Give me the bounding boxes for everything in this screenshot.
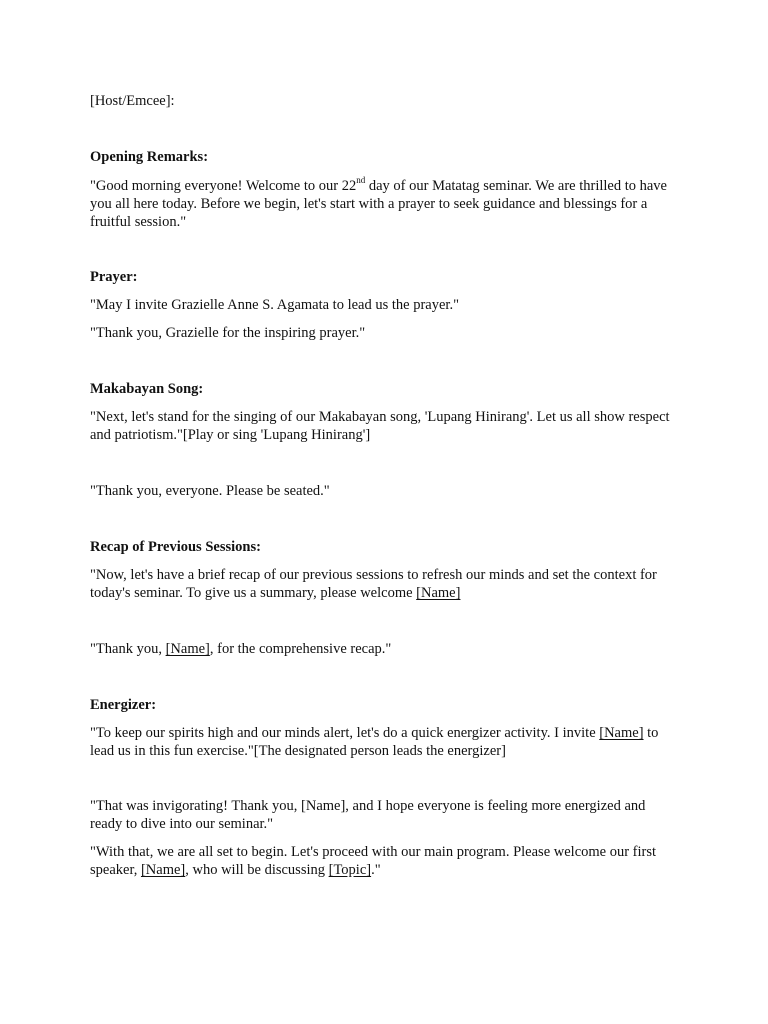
name-placeholder: [Name] bbox=[416, 585, 461, 601]
main-program-text-mid: , who will be discussing bbox=[185, 862, 329, 878]
recap-paragraph bbox=[90, 566, 680, 602]
ordinal-superscript: nd bbox=[356, 175, 366, 186]
opening-remarks-paragraph bbox=[90, 177, 680, 231]
opening-remarks-heading: Opening Remarks: bbox=[90, 149, 209, 165]
recap-text: "Now, let's have a brief recap of our previous sessions to refresh our minds and set the context for today's seminar. To give us a summary, please welcome bbox=[90, 567, 657, 601]
makabayan-song-paragraph: "Next, let's stand for the singing of our Makabayan song, 'Lupang Hinirang'. Let us all show respect and patriotism."[Play or sing 'Lupang Hinirang'] bbox=[90, 409, 670, 443]
name-placeholder: [Name] bbox=[599, 725, 644, 741]
opening-text-end: day of our Matatag seminar. We are thrilled to have you all here today. Before we begin, let's start with a prayer to seek guidance and blessings for a fruitful session." bbox=[90, 178, 667, 230]
main-program-text-start: "With that, we are all set to begin. Let's proceed with our main program. Please welcome our first speaker, bbox=[90, 844, 657, 878]
name-placeholder: [Name] bbox=[140, 862, 186, 878]
main-program-paragraph bbox=[90, 843, 680, 879]
energizer-paragraph bbox=[90, 724, 680, 760]
energizer-text-end: to lead us in this fun exercise."[The designated person leads the energizer] bbox=[90, 725, 659, 759]
prayer-heading: Prayer: bbox=[90, 269, 138, 285]
topic-placeholder: [Topic] bbox=[328, 862, 372, 878]
recap-thanks-start: "Thank you, bbox=[90, 641, 166, 657]
prayer-thanks-paragraph: "Thank you, Grazielle for the inspiring prayer." bbox=[90, 325, 366, 341]
name-placeholder: [Name] bbox=[165, 641, 210, 657]
host-label: [Host/Emcee]: bbox=[90, 93, 175, 109]
recap-heading: Recap of Previous Sessions: bbox=[90, 539, 261, 555]
prayer-invite-paragraph: "May I invite Grazielle Anne S. Agamata to lead us the prayer." bbox=[90, 297, 459, 313]
recap-thanks-end: , for the comprehensive recap." bbox=[209, 641, 392, 657]
recap-thanks-paragraph bbox=[90, 640, 680, 658]
energizer-heading: Energizer: bbox=[90, 697, 157, 713]
makabayan-song-heading: Makabayan Song: bbox=[90, 381, 204, 397]
opening-text-start: "Good morning everyone! Welcome to our 22 bbox=[90, 178, 357, 194]
energizer-text-start: "To keep our spirits high and our minds alert, let's do a quick energizer activity. I invite bbox=[90, 725, 600, 741]
main-program-text-end: ." bbox=[371, 862, 381, 878]
please-be-seated-paragraph: "Thank you, everyone. Please be seated." bbox=[90, 483, 330, 499]
energizer-thanks-paragraph: "That was invigorating! Thank you, [Name], and I hope everyone is feeling more energized and ready to dive into our seminar." bbox=[90, 798, 646, 832]
